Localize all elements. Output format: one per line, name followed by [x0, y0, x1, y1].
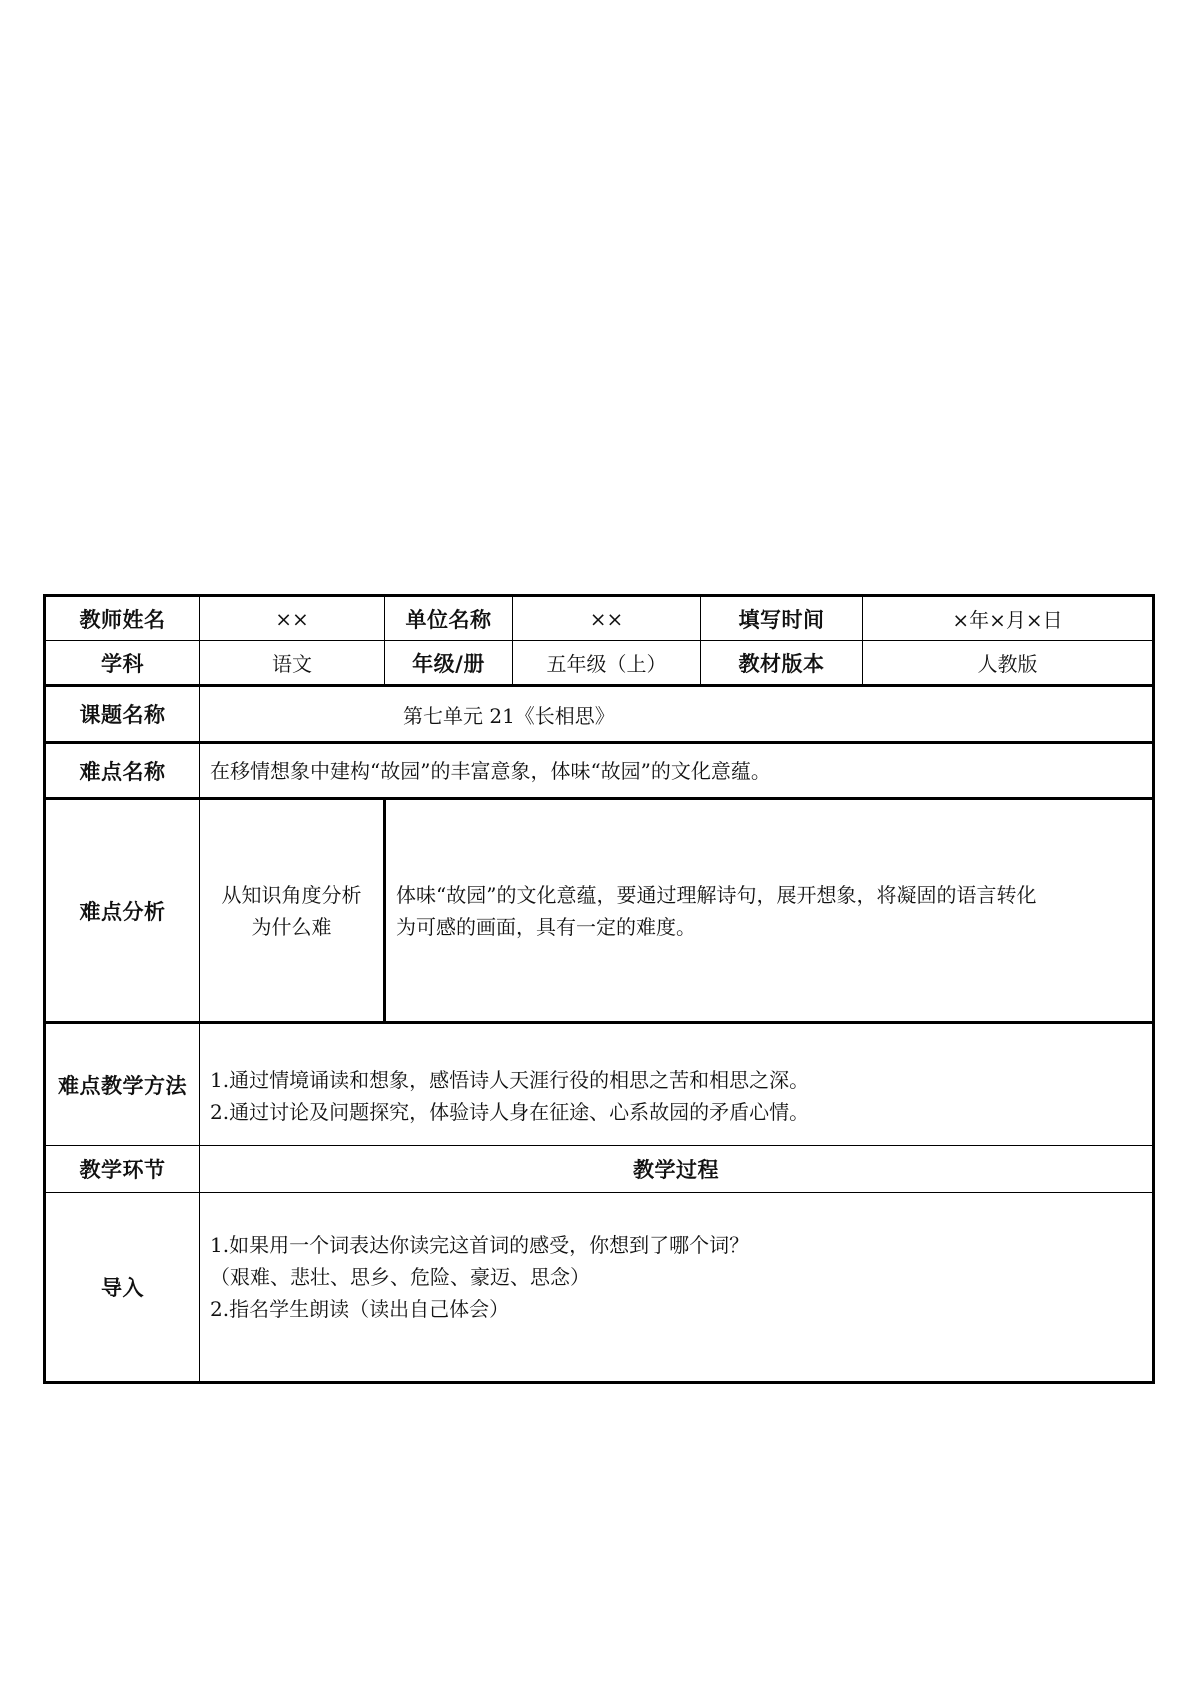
analysis-text-line-1: 体味“故园”的文化意蕴，要通过理解诗句，展开想象，将凝固的语言转化	[396, 882, 1037, 907]
method-line-2: 2.通过讨论及问题探究，体验诗人身在征途、心系故园的矛盾心情。	[210, 1099, 810, 1124]
teacher-name-label: 教师姓名	[45, 596, 200, 641]
teaching-stage-label: 教学环节	[45, 1146, 200, 1193]
grade-label: 年级/册	[385, 641, 513, 686]
lesson-plan-sheet	[43, 594, 1152, 1384]
method-label: 难点教学方法	[45, 1023, 200, 1146]
analysis-row	[45, 799, 1154, 1023]
analysis-sub-label-line-1: 从知识角度分析	[221, 882, 362, 907]
topic-value: 第七单元 21《长相思》	[200, 686, 1154, 743]
topic-row	[45, 686, 1154, 743]
method-row	[45, 1023, 1154, 1146]
intro-label: 导入	[45, 1193, 200, 1383]
analysis-label: 难点分析	[45, 799, 200, 1023]
lesson-plan-table	[43, 594, 1155, 1384]
edition-label: 教材版本	[701, 641, 863, 686]
method-text	[200, 1023, 1154, 1146]
fill-date-label: 填写时间	[701, 596, 863, 641]
unit-name-label: 单位名称	[385, 596, 513, 641]
analysis-knowledge-angle-label	[200, 799, 385, 1023]
process-header-row	[45, 1146, 1154, 1193]
method-line-1: 1.通过情境诵读和想象，感悟诗人天涯行役的相思之苦和相思之深。	[210, 1067, 810, 1092]
fill-date-value: ×年×月×日	[863, 596, 1154, 641]
header-row-2	[45, 641, 1154, 686]
grade-value: 五年级（上）	[513, 641, 701, 686]
unit-name-value: ××	[513, 596, 701, 641]
header-row-1	[45, 596, 1154, 641]
topic-label: 课题名称	[45, 686, 200, 743]
difficulty-label: 难点名称	[45, 743, 200, 799]
subject-value: 语文	[200, 641, 385, 686]
analysis-sub-label-line-2: 为什么难	[251, 914, 332, 939]
intro-text	[200, 1193, 1154, 1383]
teaching-process-label: 教学过程	[200, 1146, 1154, 1193]
analysis-text	[385, 799, 1154, 1023]
difficulty-row	[45, 743, 1154, 799]
teacher-name-value: ××	[200, 596, 385, 641]
intro-line-3: 2.指名学生朗读（读出自己体会）	[210, 1297, 510, 1321]
subject-label: 学科	[45, 641, 200, 686]
intro-line-1: 1.如果用一个词表达你读完这首词的感受，你想到了哪个词？	[210, 1233, 750, 1257]
analysis-text-line-2: 为可感的画面，具有一定的难度。	[396, 914, 696, 939]
difficulty-value: 在移情想象中建构“故园”的丰富意象，体味“故园”的文化意蕴。	[200, 743, 1154, 799]
intro-line-2: （艰难、悲壮、思乡、危险、豪迈、思念）	[210, 1265, 590, 1289]
edition-value: 人教版	[863, 641, 1154, 686]
intro-row	[45, 1193, 1154, 1383]
